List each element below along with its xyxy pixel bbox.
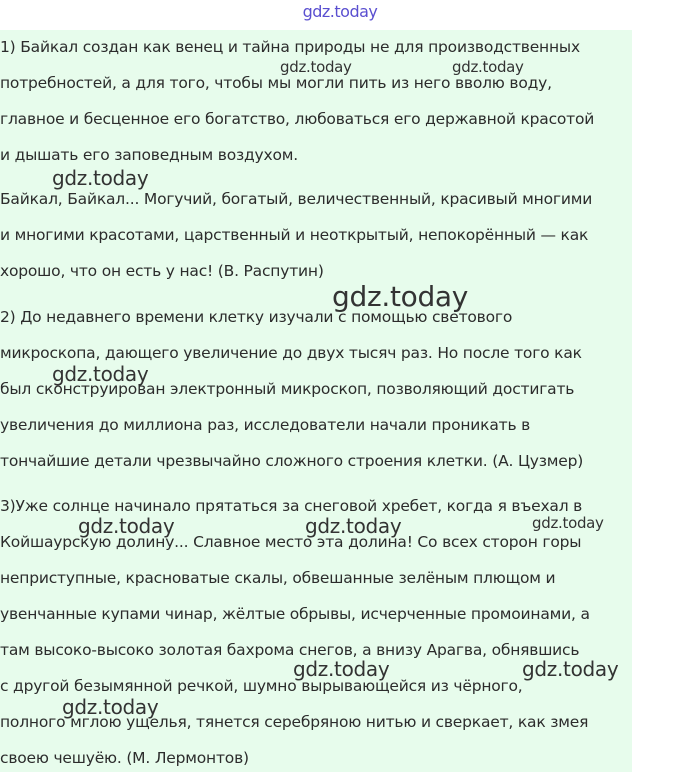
text-line: там высоко-высоко золотая бахрома снегов, а внизу Арагва, обнявшись	[0, 641, 580, 659]
watermark-text: gdz.today	[52, 166, 149, 190]
watermark-text: gdz.today	[522, 657, 619, 681]
text-line: увенчанные купами чинар, жёлтые обрывы, исчерченные промоинами, а	[0, 605, 590, 623]
text-line: 2) До недавнего времени клетку изучали с помощью светового	[0, 308, 513, 326]
watermark-text: gdz.today	[52, 362, 149, 386]
text-line: потребностей, а для того, чтобы мы могли пить из него вволю воду,	[0, 74, 552, 92]
text-line: неприступные, красноватые скалы, обвешанные зелёным плющом и	[0, 569, 556, 587]
watermark-text: gdz.today	[78, 514, 175, 538]
text-line: полного мглою ущелья, тянется серебряною нитью и сверкает, как змея	[0, 713, 589, 731]
text-line: увеличения до миллиона раз, исследователи начали проникать в	[0, 416, 531, 434]
watermark-text: gdz.today	[280, 58, 352, 76]
text-line: своею чешуёю. (М. Лермонтов)	[0, 749, 249, 767]
watermark-text: gdz.today	[305, 514, 402, 538]
text-line: главное и бесценное его богатство, любоваться его державной красотой	[0, 110, 595, 128]
site-header-link[interactable]: gdz.today	[302, 2, 378, 21]
watermark-text: gdz.today	[62, 695, 159, 719]
text-line: и многими красотами, царственный и неоткрытый, непокорённый — как	[0, 226, 589, 244]
text-line: 3)Уже солнце начинало прятаться за снеговой хребет, когда я въехал в	[0, 497, 583, 515]
text-line: Койшаурскую долину... Славное место эта долина! Со всех сторон горы	[0, 533, 582, 551]
text-line: микроскопа, дающего увеличение до двух тысяч раз. Но после того как	[0, 344, 582, 362]
text-line: и дышать его заповедным воздухом.	[0, 146, 298, 164]
text-line: был сконструирован электронный микроскоп, позволяющий достигать	[0, 380, 575, 398]
watermark-text: gdz.today	[293, 657, 390, 681]
text-line: Байкал, Байкал... Могучий, богатый, величественный, красивый многими	[0, 190, 593, 208]
text-line: хорошо, что он есть у нас! (В. Распутин)	[0, 262, 324, 280]
watermark-text: gdz.today	[532, 514, 604, 532]
watermark-text: gdz.today	[332, 280, 469, 313]
watermark-text: gdz.today	[452, 58, 524, 76]
text-line: с другой безымянной речкой, шумно вырывающейся из чёрного,	[0, 677, 523, 695]
text-line: 1) Байкал создан как венец и тайна природы не для производственных	[0, 38, 580, 56]
text-line: тончайшие детали чрезвычайно сложного строения клетки. (А. Цузмер)	[0, 452, 584, 470]
